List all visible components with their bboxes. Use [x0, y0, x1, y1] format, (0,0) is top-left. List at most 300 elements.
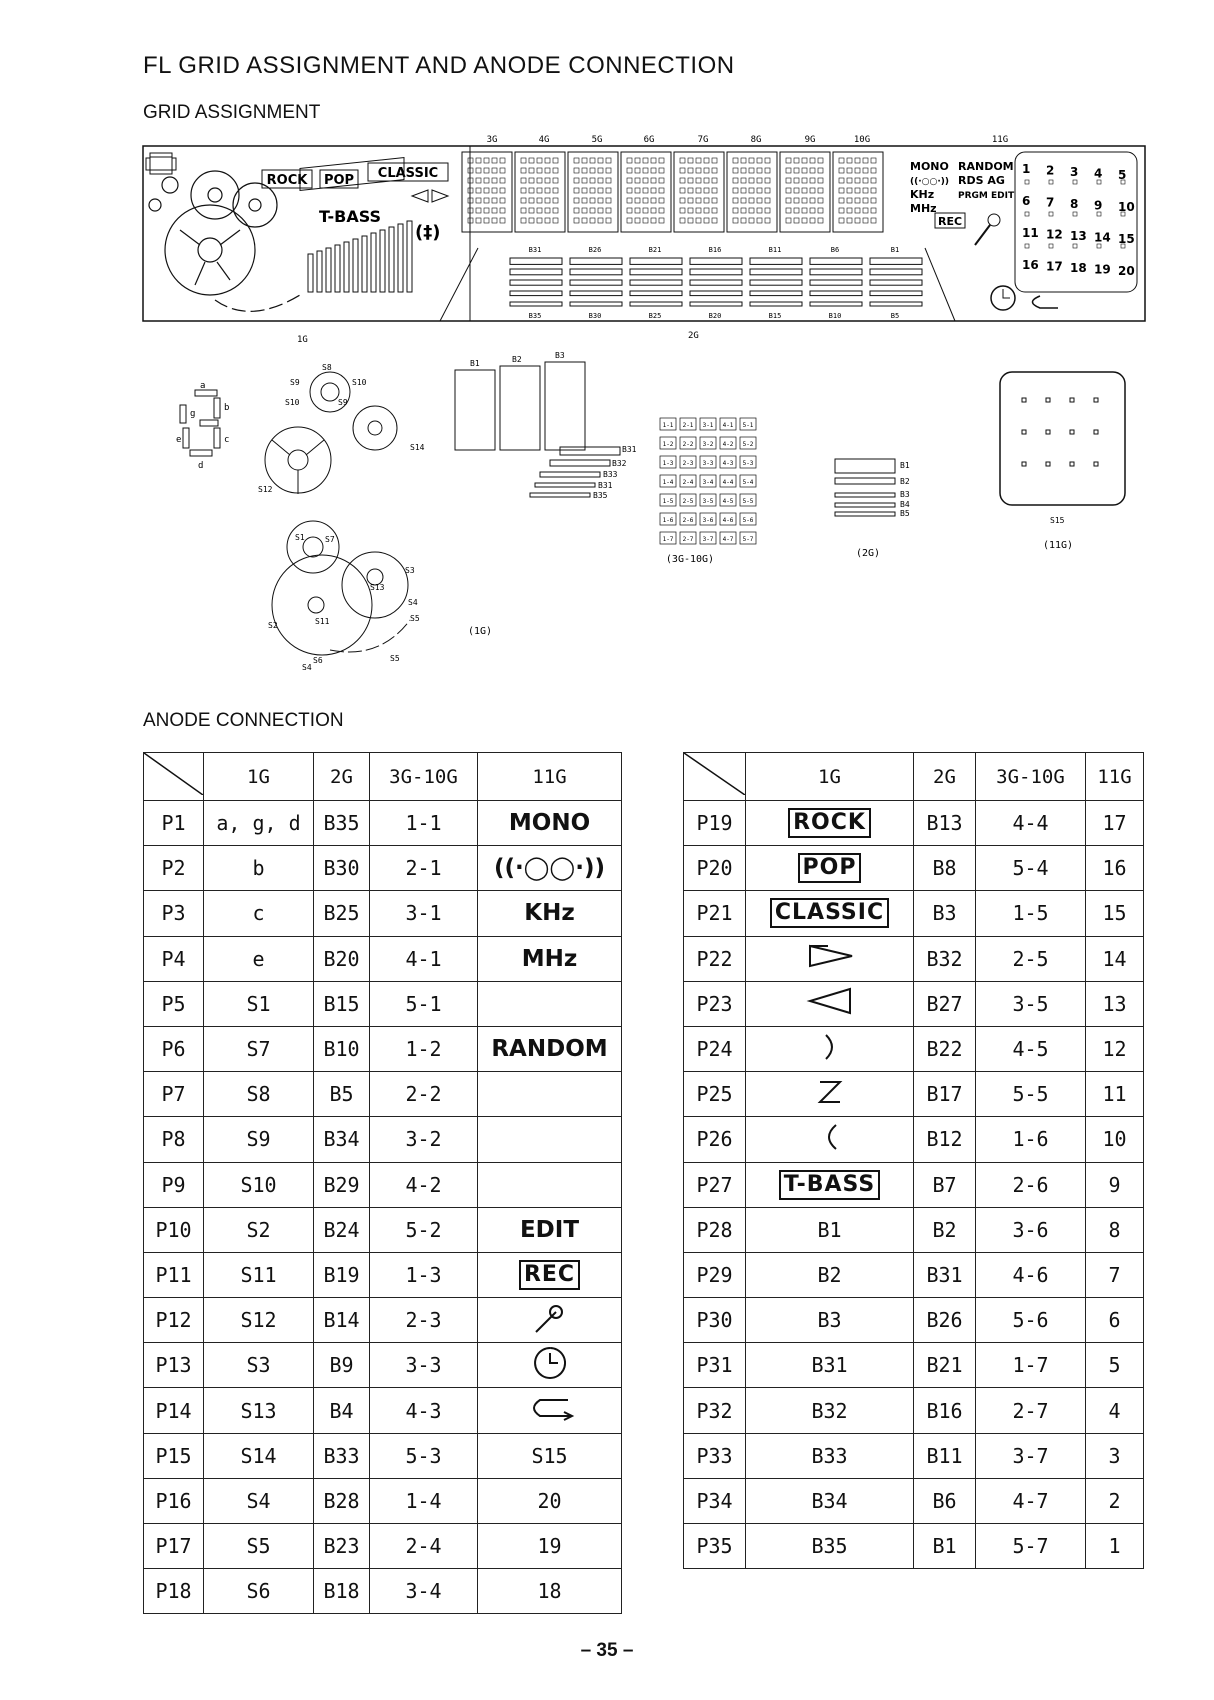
pop-label: POP	[323, 173, 355, 188]
pin-cell: P30	[684, 1298, 746, 1343]
matrix-cell-label: 5-7	[742, 536, 754, 543]
cell: B1	[746, 1207, 914, 1252]
eq-bar	[371, 233, 376, 292]
level-bar	[690, 280, 742, 285]
matrix-dot	[855, 178, 860, 183]
matrix-cell-label: 3-1	[702, 422, 714, 429]
number-dot	[1073, 212, 1077, 216]
eq-bar	[326, 248, 331, 292]
matrix-dot	[847, 198, 852, 203]
cell: B24	[314, 1207, 370, 1252]
matrix-dot	[847, 168, 852, 173]
eq-bar	[353, 239, 358, 292]
table-row	[144, 891, 622, 936]
number-dot	[1097, 180, 1101, 184]
matrix-dot	[476, 208, 481, 213]
cell: 18	[478, 1569, 622, 1614]
pin-cell: P16	[144, 1478, 204, 1523]
matrix-dot	[855, 158, 860, 163]
cell: 4-1	[370, 936, 478, 981]
matrix-dot	[643, 158, 648, 163]
pin-cell: P34	[684, 1478, 746, 1523]
number-11g: 11	[1022, 226, 1039, 240]
cell	[478, 1207, 622, 1252]
matrix-dot	[492, 168, 497, 173]
matrix-dot	[553, 198, 558, 203]
matrix-cell-label: 2-1	[682, 422, 694, 429]
eq-bar	[407, 221, 412, 292]
level-bar	[810, 280, 862, 285]
matrix-dot	[765, 188, 770, 193]
cell: B20	[314, 936, 370, 981]
level-bar	[870, 291, 922, 296]
matrix-dot	[765, 208, 770, 213]
caption-3g-10g: (3G-10G)	[665, 554, 715, 565]
icon-cell	[478, 1343, 622, 1388]
cell: 3-3	[370, 1343, 478, 1388]
matrix-dot	[500, 168, 505, 173]
pin-cell: P26	[684, 1117, 746, 1162]
number-11g: 6	[1022, 194, 1031, 208]
cell: 5-1	[370, 981, 478, 1026]
level-bar	[570, 302, 622, 306]
cell: 3	[1086, 1433, 1144, 1478]
matrix-dot	[712, 208, 717, 213]
matrix-dot	[476, 198, 481, 203]
number-dot	[1097, 212, 1101, 216]
cell: 4-4	[976, 801, 1086, 846]
table-row	[684, 1343, 1144, 1388]
cell	[478, 1072, 622, 1117]
icon-cell	[746, 1026, 914, 1071]
matrix-dot	[529, 218, 534, 223]
matrix-dot	[680, 218, 685, 223]
matrix-dot	[680, 208, 685, 213]
bar-label-bottom: B20	[708, 312, 722, 320]
matrix-cell-label: 2-6	[682, 517, 694, 524]
number-11g: 20	[1118, 264, 1135, 278]
matrix-dot	[484, 188, 489, 193]
matrix-dot	[839, 218, 844, 223]
anode-table-left	[143, 752, 622, 1614]
diagonal-line	[684, 753, 745, 795]
matrix-dot	[606, 198, 611, 203]
header-row	[144, 753, 622, 801]
matrix-dot	[810, 178, 815, 183]
pin-cell: P19	[684, 801, 746, 846]
level-bar	[750, 280, 802, 285]
matrix-dot	[627, 198, 632, 203]
cell: B1	[914, 1524, 976, 1569]
repeat-icon	[510, 1390, 590, 1426]
edit-label: EDIT	[519, 1216, 580, 1243]
pin-cell: P32	[684, 1388, 746, 1433]
matrix-cell-label: 1-6	[662, 517, 674, 524]
matrix-dot	[765, 178, 770, 183]
number-11g: 12	[1046, 227, 1063, 242]
matrix-dot	[590, 218, 595, 223]
pin-cell: P18	[144, 1569, 204, 1614]
reel-segment-label: S11	[315, 617, 330, 626]
cell: S15	[478, 1433, 622, 1478]
stack-label: B5	[900, 509, 910, 518]
paren-right-icon	[790, 1029, 870, 1065]
matrix-dot	[855, 168, 860, 173]
table-row	[684, 1388, 1144, 1433]
pin-cell: P1	[144, 801, 204, 846]
cell: a, g, d	[204, 801, 314, 846]
matrix-dot	[802, 168, 807, 173]
matrix-dot	[757, 158, 762, 163]
matrix-cell-label: 5-4	[742, 479, 754, 486]
grid-assignment-heading: GRID ASSIGNMENT	[143, 102, 321, 123]
matrix-cell-label: 3-4	[702, 479, 714, 486]
icon-cell	[746, 1117, 914, 1162]
matrix-cell-label: 3-7	[702, 536, 714, 543]
matrix-dot	[537, 168, 542, 173]
matrix-dot	[553, 158, 558, 163]
cell: 4-3	[370, 1388, 478, 1433]
mono-label: MONO	[910, 160, 949, 173]
matrix-dot	[757, 178, 762, 183]
matrix-dot	[802, 208, 807, 213]
pin-cell: P21	[684, 891, 746, 936]
segment-label: g	[190, 409, 196, 419]
mic-icon	[975, 225, 990, 245]
page-title: FL GRID ASSIGNMENT AND ANODE CONNECTION	[143, 52, 735, 79]
bar-label-top: B21	[648, 246, 662, 254]
table-row	[684, 936, 1144, 981]
pin-cell: P29	[684, 1252, 746, 1297]
matrix-cell-label: 4-4	[722, 479, 734, 486]
matrix-dot	[757, 218, 762, 223]
cell: B32	[746, 1388, 914, 1433]
dot-matrix	[833, 152, 883, 232]
table-row	[684, 891, 1144, 936]
reel-detail-upper	[265, 372, 397, 494]
level-bar	[510, 291, 562, 296]
matrix-dot	[537, 218, 542, 223]
khz-label: KHz	[524, 900, 575, 927]
cell: B23	[314, 1524, 370, 1569]
cell: 2-1	[370, 846, 478, 891]
matrix-cell-label: 2-3	[682, 460, 694, 467]
matrix-cell-label: 5-6	[742, 517, 754, 524]
matrix-dot	[635, 158, 640, 163]
repeat-icon	[1033, 296, 1059, 308]
level-bar	[750, 258, 802, 264]
matrix-dot	[521, 208, 526, 213]
matrix-cell-label: 1-7	[662, 536, 674, 543]
matrix-dot	[635, 178, 640, 183]
cell: 14	[1086, 936, 1144, 981]
bar-detail-label: B31	[598, 481, 613, 490]
matrix-dot	[627, 188, 632, 193]
eq-bar	[380, 230, 385, 292]
cell: B8	[914, 846, 976, 891]
matrix-dot	[606, 158, 611, 163]
number-11g: 18	[1070, 261, 1087, 275]
level-bar	[510, 302, 562, 306]
cell: B13	[914, 801, 976, 846]
reel-segment-label: S6	[313, 656, 323, 665]
grid-number: 10G	[853, 135, 871, 145]
matrix-dot	[521, 198, 526, 203]
matrix-dot	[500, 158, 505, 163]
matrix-dot	[749, 158, 754, 163]
stack-labels	[900, 461, 910, 518]
cell: 13	[1086, 981, 1144, 1026]
table-row	[684, 1026, 1144, 1071]
matrix-dot	[492, 208, 497, 213]
grid-2g-caption: 2G	[688, 331, 699, 341]
cell: S2	[204, 1207, 314, 1252]
matrix-dot	[545, 198, 550, 203]
matrix-dot	[659, 198, 664, 203]
matrix-dot	[582, 188, 587, 193]
cell: 11	[1086, 1072, 1144, 1117]
corner-cell	[684, 753, 746, 801]
matrix-dot	[794, 208, 799, 213]
matrix-dot	[643, 178, 648, 183]
matrix-dot	[643, 188, 648, 193]
dot-matrix	[727, 152, 777, 232]
cell: 1	[1086, 1524, 1144, 1569]
bar-frame-line	[925, 248, 955, 321]
matrix-dot	[871, 168, 876, 173]
eq-bar-detail	[455, 362, 620, 497]
matrix-dot	[476, 168, 481, 173]
cell: 5-6	[976, 1298, 1086, 1343]
matrix-dot	[855, 188, 860, 193]
level-bar	[630, 258, 682, 264]
grid-number: 4G	[538, 135, 550, 145]
bar-detail-label: B2	[512, 355, 522, 364]
matrix-dot	[659, 178, 664, 183]
matrix-dot	[627, 158, 632, 163]
matrix-dot	[863, 158, 868, 163]
cell: B30	[314, 846, 370, 891]
level-bar	[750, 269, 802, 275]
pin-cell: P15	[144, 1433, 204, 1478]
matrix-cell-label: 3-2	[702, 441, 714, 448]
matrix-dot	[847, 208, 852, 213]
matrix-dot	[476, 178, 481, 183]
cell: B10	[314, 1026, 370, 1071]
matrix-dot	[521, 158, 526, 163]
header-cell: 1G	[204, 753, 314, 801]
box-dot	[1022, 430, 1026, 434]
matrix-cell-label: 4-2	[722, 441, 734, 448]
matrix-dot	[537, 198, 542, 203]
matrix-dot	[688, 168, 693, 173]
matrix-dot	[651, 168, 656, 173]
matrix-dot	[794, 198, 799, 203]
status-labels	[910, 160, 1015, 245]
triangle-left-icon	[790, 983, 870, 1019]
reel-segment-label: S10	[352, 378, 367, 387]
bar-detail-label: B32	[612, 459, 627, 468]
matrix-dot	[574, 218, 579, 223]
cell: 2-5	[976, 936, 1086, 981]
matrix-dot	[757, 188, 762, 193]
box-dot	[1070, 430, 1074, 434]
table-row	[144, 936, 622, 981]
matrix-dot	[680, 188, 685, 193]
bar-label-top: B11	[768, 246, 782, 254]
pin-cell: P4	[144, 936, 204, 981]
matrix-dot	[627, 208, 632, 213]
pin-cell: P22	[684, 936, 746, 981]
level-bar	[870, 269, 922, 275]
matrix-dot	[659, 158, 664, 163]
reel-segment-label: S4	[408, 598, 418, 607]
box-11g	[1000, 372, 1125, 505]
matrix-dot	[871, 208, 876, 213]
grid-number: 8G	[750, 135, 762, 145]
matrix-dot	[598, 218, 603, 223]
rock-label: ROCK	[266, 173, 308, 188]
cell: 10	[1086, 1117, 1144, 1162]
cell: 5-7	[976, 1524, 1086, 1569]
cell	[746, 846, 914, 891]
matrix-dot	[757, 208, 762, 213]
number-11g: 16	[1022, 258, 1039, 272]
matrix-cell-label: 3-3	[702, 460, 714, 467]
matrix-dot	[635, 198, 640, 203]
matrix-dot	[659, 208, 664, 213]
matrix-dot	[590, 208, 595, 213]
matrix-dot	[643, 168, 648, 173]
matrix-dot	[643, 198, 648, 203]
number-11g: 10	[1118, 200, 1135, 214]
matrix-dot	[635, 208, 640, 213]
grid-number: 9G	[804, 135, 816, 145]
matrix-dot	[847, 188, 852, 193]
matrix-dot	[839, 208, 844, 213]
pin-cell: P33	[684, 1433, 746, 1478]
level-bar	[870, 258, 922, 264]
eq-bar	[362, 236, 367, 292]
matrix-dot	[839, 178, 844, 183]
matrix-dot	[582, 158, 587, 163]
pin-cell: P35	[684, 1524, 746, 1569]
matrix-dot	[810, 198, 815, 203]
box-dot	[1094, 462, 1098, 466]
rec-label: REC	[519, 1260, 580, 1290]
cell	[746, 891, 914, 936]
matrix-dot	[696, 198, 701, 203]
icon-cell	[478, 1388, 622, 1433]
grid-number: 5G	[591, 135, 603, 145]
matrix-dot	[574, 178, 579, 183]
level-bar	[810, 291, 862, 296]
matrix-dot	[765, 218, 770, 223]
icon-cell	[746, 1072, 914, 1117]
matrix-dot	[574, 168, 579, 173]
matrix-dot	[598, 178, 603, 183]
matrix-dot	[537, 208, 542, 213]
reel-segment-label: S5	[410, 614, 420, 623]
pin-cell: P5	[144, 981, 204, 1026]
pin-cell: P28	[684, 1207, 746, 1252]
number-11g: 15	[1118, 232, 1135, 246]
matrix-dot	[712, 158, 717, 163]
number-11g: 13	[1070, 229, 1087, 243]
table-row	[144, 1433, 622, 1478]
bar-label-bottom: B10	[828, 312, 842, 320]
matrix-dot	[765, 198, 770, 203]
diagonal-line	[144, 753, 203, 795]
number-11g: 3	[1070, 165, 1079, 179]
matrix-dot	[680, 178, 685, 183]
segment-label: b	[224, 403, 230, 413]
matrix-dot	[598, 158, 603, 163]
grid-number: 7G	[697, 135, 709, 145]
number-dot	[1025, 244, 1029, 248]
table-row	[144, 1026, 622, 1071]
matrix-dot	[810, 188, 815, 193]
dot-matrix	[621, 152, 671, 232]
level-bar	[570, 258, 622, 264]
matrix-dot	[688, 208, 693, 213]
cell: 17	[1086, 801, 1144, 846]
matrix-dot	[635, 168, 640, 173]
mhz-label: MHz	[910, 202, 937, 215]
bar-label-top: B26	[588, 246, 602, 254]
header-cell: 11G	[1086, 753, 1144, 801]
matrix-dot	[847, 218, 852, 223]
pin-cell: P6	[144, 1026, 204, 1071]
matrix-cell-label: 2-7	[682, 536, 694, 543]
table-row	[144, 1298, 622, 1343]
prgm-edit-label: PRGM EDIT	[958, 191, 1015, 201]
cell: B34	[314, 1117, 370, 1162]
matrix-dot	[545, 158, 550, 163]
icon-cell	[746, 936, 914, 981]
pin-cell: P8	[144, 1117, 204, 1162]
table-row	[684, 1207, 1144, 1252]
matrix-dot	[590, 158, 595, 163]
matrix-dot	[627, 218, 632, 223]
matrix-dot	[704, 188, 709, 193]
matrix-dot	[712, 188, 717, 193]
matrix-dot	[500, 178, 505, 183]
matrix-dot	[765, 158, 770, 163]
table-row	[144, 1524, 622, 1569]
matrix-dot	[688, 188, 693, 193]
level-bar	[690, 269, 742, 275]
anode-connection-heading: ANODE CONNECTION	[143, 710, 344, 731]
matrix-dot	[786, 198, 791, 203]
cell: B33	[314, 1433, 370, 1478]
grid-1g-caption: 1G	[297, 335, 308, 345]
matrix-cell-label: 2-4	[682, 479, 694, 486]
pin-cell: P12	[144, 1298, 204, 1343]
icon-cell	[478, 1298, 622, 1343]
pin-cell: P17	[144, 1524, 204, 1569]
cell: S10	[204, 1162, 314, 1207]
cell: B11	[914, 1433, 976, 1478]
matrix-dot	[741, 188, 746, 193]
cell: 12	[1086, 1026, 1144, 1071]
matrix-dot	[537, 178, 542, 183]
bar-label-bottom: B30	[588, 312, 602, 320]
cell: 8	[1086, 1207, 1144, 1252]
matrix-dot	[606, 208, 611, 213]
cell: S5	[204, 1524, 314, 1569]
reel-segment-label: S2	[268, 621, 278, 630]
